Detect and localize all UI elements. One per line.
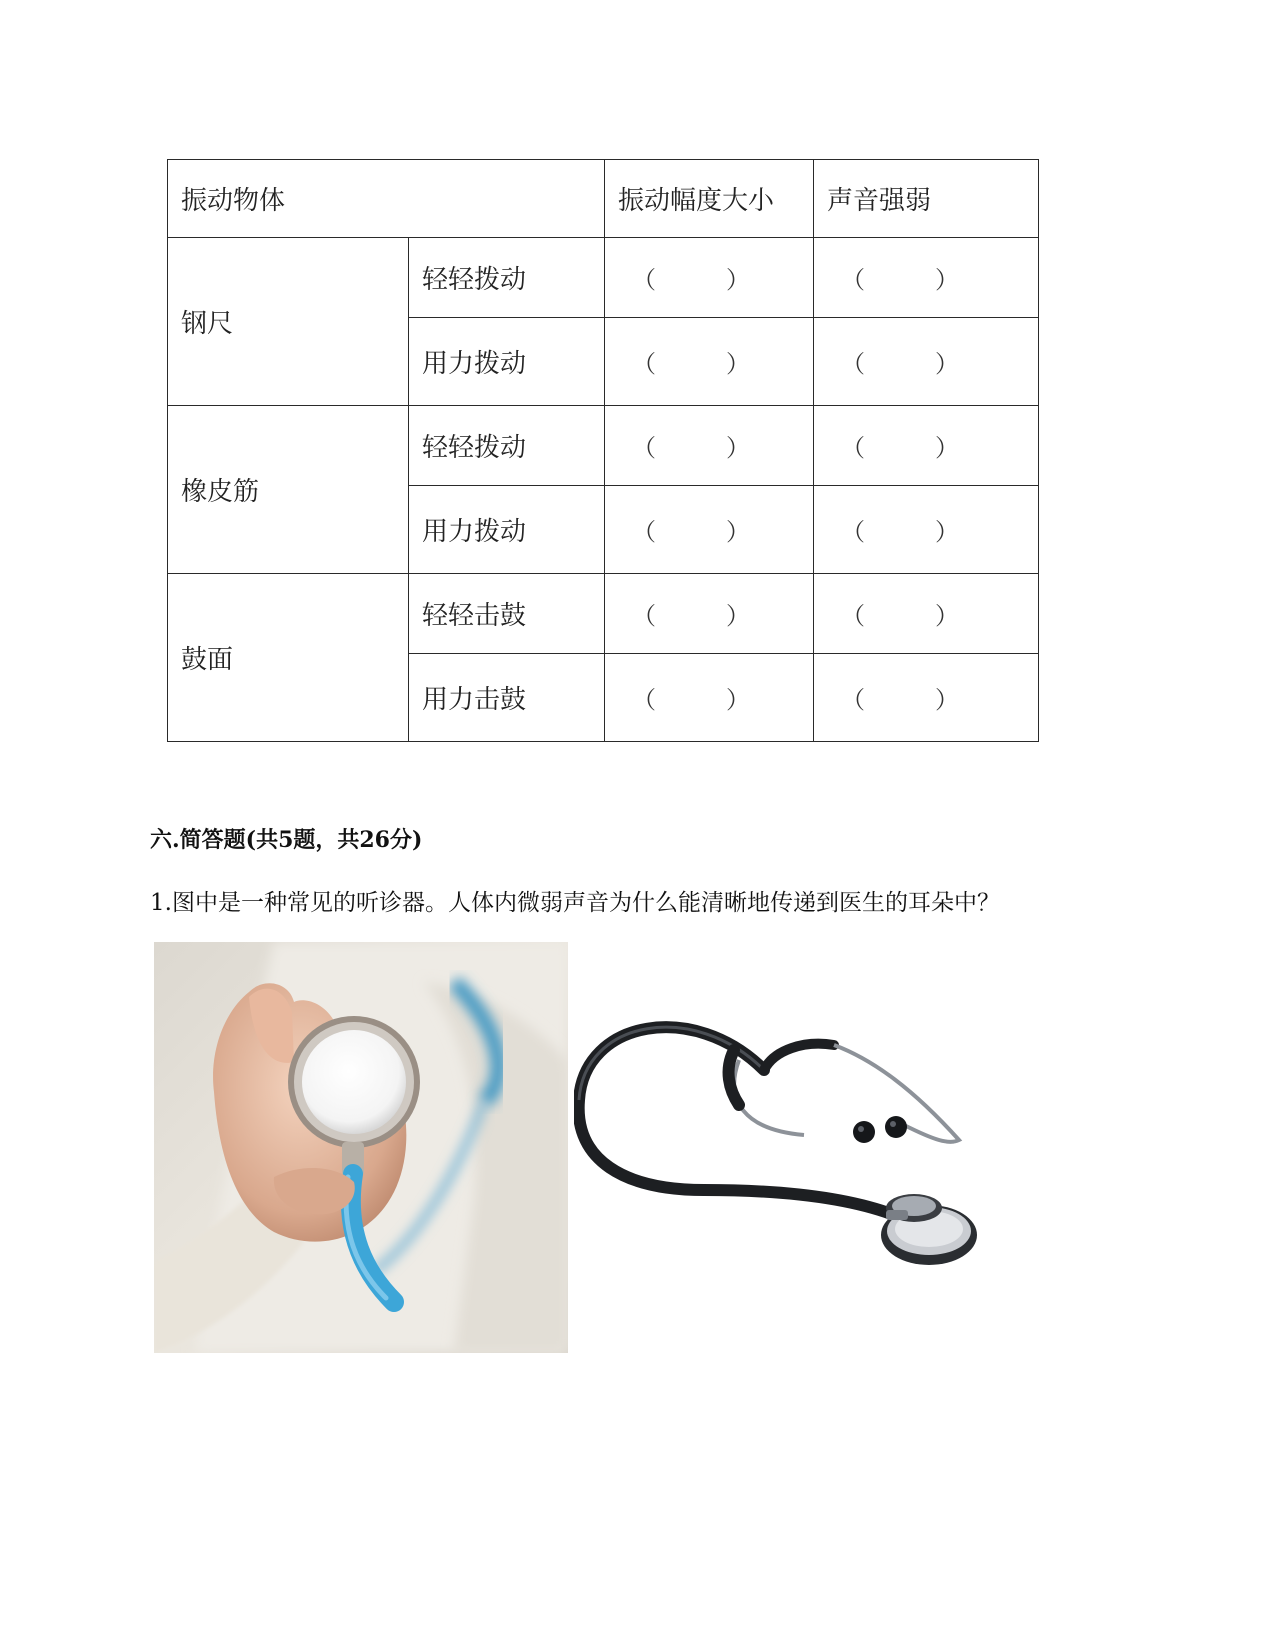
close-paren: ） [726, 434, 750, 462]
close-paren: ） [935, 434, 959, 462]
loudness-blank[interactable] [814, 318, 1039, 406]
amplitude-blank[interactable] [605, 486, 814, 574]
stethoscope-image [574, 1010, 1014, 1310]
action-cell: 轻轻拨动 [409, 406, 605, 486]
close-paren: ） [726, 266, 750, 294]
action-cell: 轻轻拨动 [409, 238, 605, 318]
stethoscope-photo [574, 1010, 1014, 1310]
close-paren: ） [935, 350, 959, 378]
loudness-blank[interactable] [814, 486, 1039, 574]
amplitude-blank[interactable] [605, 654, 814, 742]
amplitude-blank[interactable] [605, 318, 814, 406]
action-cell: 用力拨动 [409, 486, 605, 574]
question-text: 1.图中是一种常见的听诊器。人体内微弱声音为什么能清晰地传递到医生的耳朵中？ [150, 890, 1000, 916]
amplitude-blank[interactable] [605, 238, 814, 318]
header-loudness: 声音强弱 [814, 160, 1039, 238]
vibration-table [167, 159, 1039, 742]
open-paren: （ [632, 518, 656, 546]
loudness-blank[interactable] [814, 654, 1039, 742]
close-paren: ） [726, 602, 750, 630]
close-paren: ） [935, 602, 959, 630]
close-paren: ） [935, 266, 959, 294]
action-cell: 轻轻击鼓 [409, 574, 605, 654]
group-name: 橡皮筋 [168, 406, 409, 574]
close-paren: ） [726, 686, 750, 714]
open-paren: （ [632, 434, 656, 462]
amplitude-blank[interactable] [605, 406, 814, 486]
close-paren: ） [935, 518, 959, 546]
header-object: 振动物体 [168, 160, 605, 238]
action-cell: 用力拨动 [409, 318, 605, 406]
close-paren: ） [726, 518, 750, 546]
header-amplitude: 振动幅度大小 [605, 160, 814, 238]
table-header-row [168, 160, 1039, 238]
loudness-blank[interactable] [814, 238, 1039, 318]
open-paren: （ [632, 602, 656, 630]
open-paren: （ [632, 266, 656, 294]
group-name: 钢尺 [168, 238, 409, 406]
close-paren: ） [935, 686, 959, 714]
loudness-blank[interactable] [814, 406, 1039, 486]
open-paren: （ [841, 350, 865, 378]
table-row [168, 406, 1039, 486]
table-row [168, 574, 1039, 654]
open-paren: （ [841, 434, 865, 462]
close-paren: ） [726, 350, 750, 378]
doctor-holding-stethoscope-image [154, 942, 568, 1353]
table-row [168, 238, 1039, 318]
loudness-blank[interactable] [814, 574, 1039, 654]
open-paren: （ [841, 518, 865, 546]
group-name: 鼓面 [168, 574, 409, 742]
open-paren: （ [841, 602, 865, 630]
open-paren: （ [841, 686, 865, 714]
open-paren: （ [632, 350, 656, 378]
action-cell: 用力击鼓 [409, 654, 605, 742]
open-paren: （ [632, 686, 656, 714]
open-paren: （ [841, 266, 865, 294]
section-title: 六.简答题(共5题，共26分) [150, 827, 423, 853]
doctor-stethoscope-photo [154, 942, 568, 1353]
amplitude-blank[interactable] [605, 574, 814, 654]
